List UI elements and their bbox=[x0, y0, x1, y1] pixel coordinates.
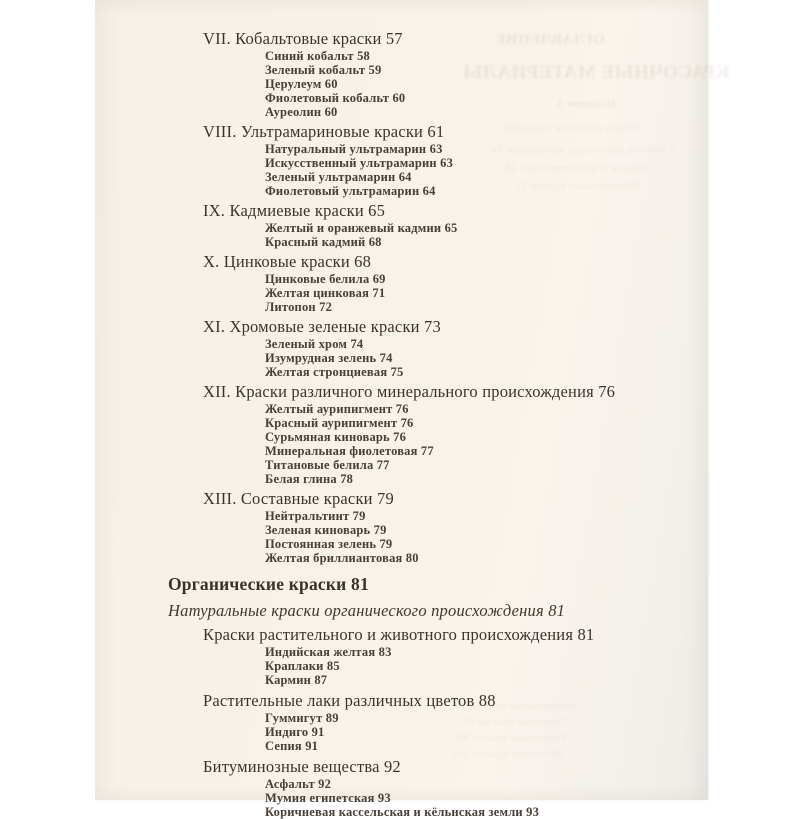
toc-entry-text: XIII. Составные краски 79 bbox=[203, 489, 394, 508]
toc-entry bbox=[95, 430, 708, 444]
toc-entry-text: Гуммигут 89 bbox=[265, 711, 339, 725]
toc-entry bbox=[95, 105, 708, 119]
toc-entry bbox=[95, 252, 708, 272]
toc-entry bbox=[95, 805, 708, 819]
toc-entry bbox=[95, 659, 708, 673]
toc-entry bbox=[95, 489, 708, 509]
toc-entry bbox=[95, 725, 708, 739]
toc-entry bbox=[95, 416, 708, 430]
toc-entry-text: Желтая цинковая 71 bbox=[265, 286, 386, 300]
toc-entry bbox=[95, 365, 708, 379]
toc-entry-text: XI. Хромовые зеленые краски 73 bbox=[203, 317, 441, 336]
toc-entry-text: Коричневая кассельская и кёльнская земли 93 bbox=[265, 805, 540, 819]
toc-entry bbox=[95, 402, 708, 416]
toc-entry-text: Зеленая киноварь 79 bbox=[265, 523, 387, 537]
bleedthrough-text: КРАСОЧНЫЕ МАТЕРИАЛЫ bbox=[463, 62, 730, 83]
bleedthrough-text: Общие сведения о красках bbox=[503, 122, 640, 134]
toc-entry bbox=[95, 156, 708, 170]
toc-entry-text: IX. Кадмиевые краски 65 bbox=[203, 201, 386, 220]
toc-entry bbox=[95, 91, 708, 105]
toc-entry bbox=[95, 472, 708, 486]
toc-entry-text: Растительные лаки различных цветов 88 bbox=[203, 691, 496, 710]
toc-entry bbox=[95, 777, 708, 791]
toc-entry-text: Фиолетовый ультрамарин 64 bbox=[265, 184, 436, 198]
table-of-contents bbox=[95, 0, 708, 819]
toc-entry bbox=[95, 523, 708, 537]
toc-entry-text: Краски растительного и животного происхождения 81 bbox=[203, 625, 595, 644]
toc-entry-text: Желтый аурипигмент 76 bbox=[265, 402, 409, 416]
toc-entry-text: Сурьмяная киноварь 76 bbox=[265, 430, 407, 444]
toc-entry bbox=[95, 625, 708, 645]
toc-entry-text: Желтая стронциевая 75 bbox=[265, 365, 404, 379]
toc-entry bbox=[95, 645, 708, 659]
toc-entry-text: Нейтральтинт 79 bbox=[265, 509, 366, 523]
toc-entry-text: Желтый и оранжевый кадмии 65 bbox=[265, 221, 458, 235]
toc-entry bbox=[95, 791, 708, 805]
bleedthrough-text: Гуашевые краски 97 bbox=[463, 716, 568, 728]
toc-entry-text: Зеленый ультрамарин 64 bbox=[265, 170, 412, 184]
toc-entry-text: Цинковые белила 69 bbox=[265, 272, 386, 286]
toc-entry bbox=[95, 122, 708, 142]
toc-entry-text: Красный аурипигмент 76 bbox=[265, 416, 414, 430]
toc-entry bbox=[95, 29, 708, 49]
toc-entry-text: XII. Краски различного минерального происхождения 76 bbox=[203, 382, 616, 401]
bleedthrough-text: ОГЛАВЛЕНИЕ bbox=[495, 32, 605, 48]
toc-entry-text: Органические краски 81 bbox=[168, 574, 369, 594]
toc-entry-text: Индийская желтая 83 bbox=[265, 645, 392, 659]
toc-entry bbox=[95, 337, 708, 351]
toc-entry-text: Зеленый кобальт 59 bbox=[265, 63, 382, 77]
toc-entry-text: Минеральная фиолетовая 77 bbox=[265, 444, 434, 458]
toc-entry bbox=[95, 63, 708, 77]
toc-entry bbox=[95, 711, 708, 725]
toc-entry bbox=[95, 184, 708, 198]
toc-entry bbox=[95, 351, 708, 365]
toc-entry-text: Красный кадмий 68 bbox=[265, 235, 382, 249]
bleedthrough-text: Минеральные краски 25 bbox=[515, 180, 640, 192]
toc-entry bbox=[95, 49, 708, 63]
toc-entry-text: Асфальт 92 bbox=[265, 777, 332, 791]
toc-entry bbox=[95, 317, 708, 337]
toc-entry-text: Мумия египетская 93 bbox=[265, 791, 391, 805]
toc-entry bbox=[95, 537, 708, 551]
toc-entry-text: Натуральный ультрамарин 63 bbox=[265, 142, 443, 156]
toc-entry-text: X. Цинковые краски 68 bbox=[203, 252, 372, 271]
bleedthrough-text: Темперные краски 99 bbox=[457, 732, 568, 744]
toc-entry-text: Постоянная зелень 79 bbox=[265, 537, 393, 551]
toc-entry bbox=[95, 382, 708, 402]
toc-entry-text: Церулеум 60 bbox=[265, 77, 338, 91]
toc-entry bbox=[95, 300, 708, 314]
book-page bbox=[95, 0, 730, 819]
bleedthrough-text: Свойства красочных материалов 14 bbox=[491, 144, 674, 156]
toc-entry bbox=[95, 142, 708, 156]
toc-entry bbox=[95, 757, 708, 777]
toc-entry-text: Титановые белила 77 bbox=[265, 458, 390, 472]
toc-entry-text: Литопон 72 bbox=[265, 300, 333, 314]
toc-entry-text: Зеленый хром 74 bbox=[265, 337, 364, 351]
bleedthrough-text: Масляные краски 102 bbox=[451, 748, 563, 760]
toc-entry-text: VII. Кобальтовые краски 57 bbox=[203, 29, 403, 48]
toc-entry-text: Кармин 87 bbox=[265, 673, 328, 687]
toc-entry bbox=[95, 574, 708, 595]
toc-entry bbox=[95, 272, 708, 286]
toc-entry bbox=[95, 458, 708, 472]
toc-entry-text: Изумрудная зелень 74 bbox=[265, 351, 393, 365]
toc-entry-text: Битуминозные вещества 92 bbox=[203, 757, 401, 776]
toc-entry-text: Белая глина 78 bbox=[265, 472, 354, 486]
toc-entry bbox=[95, 286, 708, 300]
toc-entry-text: VIII. Ультрамариновые краски 61 bbox=[203, 122, 445, 141]
toc-entry bbox=[95, 601, 708, 621]
toc-entry-text: Краплаки 85 bbox=[265, 659, 340, 673]
toc-entry bbox=[95, 691, 708, 711]
toc-entry bbox=[95, 221, 708, 235]
toc-entry bbox=[95, 673, 708, 687]
bleedthrough-text: Издание 5 bbox=[557, 96, 616, 110]
toc-entry bbox=[95, 444, 708, 458]
toc-entry bbox=[95, 509, 708, 523]
toc-entry bbox=[95, 77, 708, 91]
toc-entry-text: Искусственный ультрамарин 63 bbox=[265, 156, 454, 170]
toc-entry-text: Индиго 91 bbox=[265, 725, 325, 739]
toc-entry bbox=[95, 739, 708, 753]
toc-entry-text: Ауреолин 60 bbox=[265, 105, 338, 119]
toc-entry-text: Натуральные краски органического происхождения 81 bbox=[168, 601, 566, 620]
bleedthrough-text: Краски и их применение 19 bbox=[505, 162, 648, 174]
toc-entry bbox=[95, 551, 708, 565]
toc-entry-text: Сепия 91 bbox=[265, 739, 319, 753]
toc-entry-text: Синий кобальт 58 bbox=[265, 49, 370, 63]
toc-entry bbox=[95, 235, 708, 249]
toc-entry bbox=[95, 170, 708, 184]
toc-entry-text: Фиолетовый кобальт 60 bbox=[265, 91, 406, 105]
bleedthrough-text: Акварельные краски 95 bbox=[455, 700, 577, 712]
toc-entry-text: Желтая бриллиантовая 80 bbox=[265, 551, 419, 565]
toc-entry bbox=[95, 201, 708, 221]
